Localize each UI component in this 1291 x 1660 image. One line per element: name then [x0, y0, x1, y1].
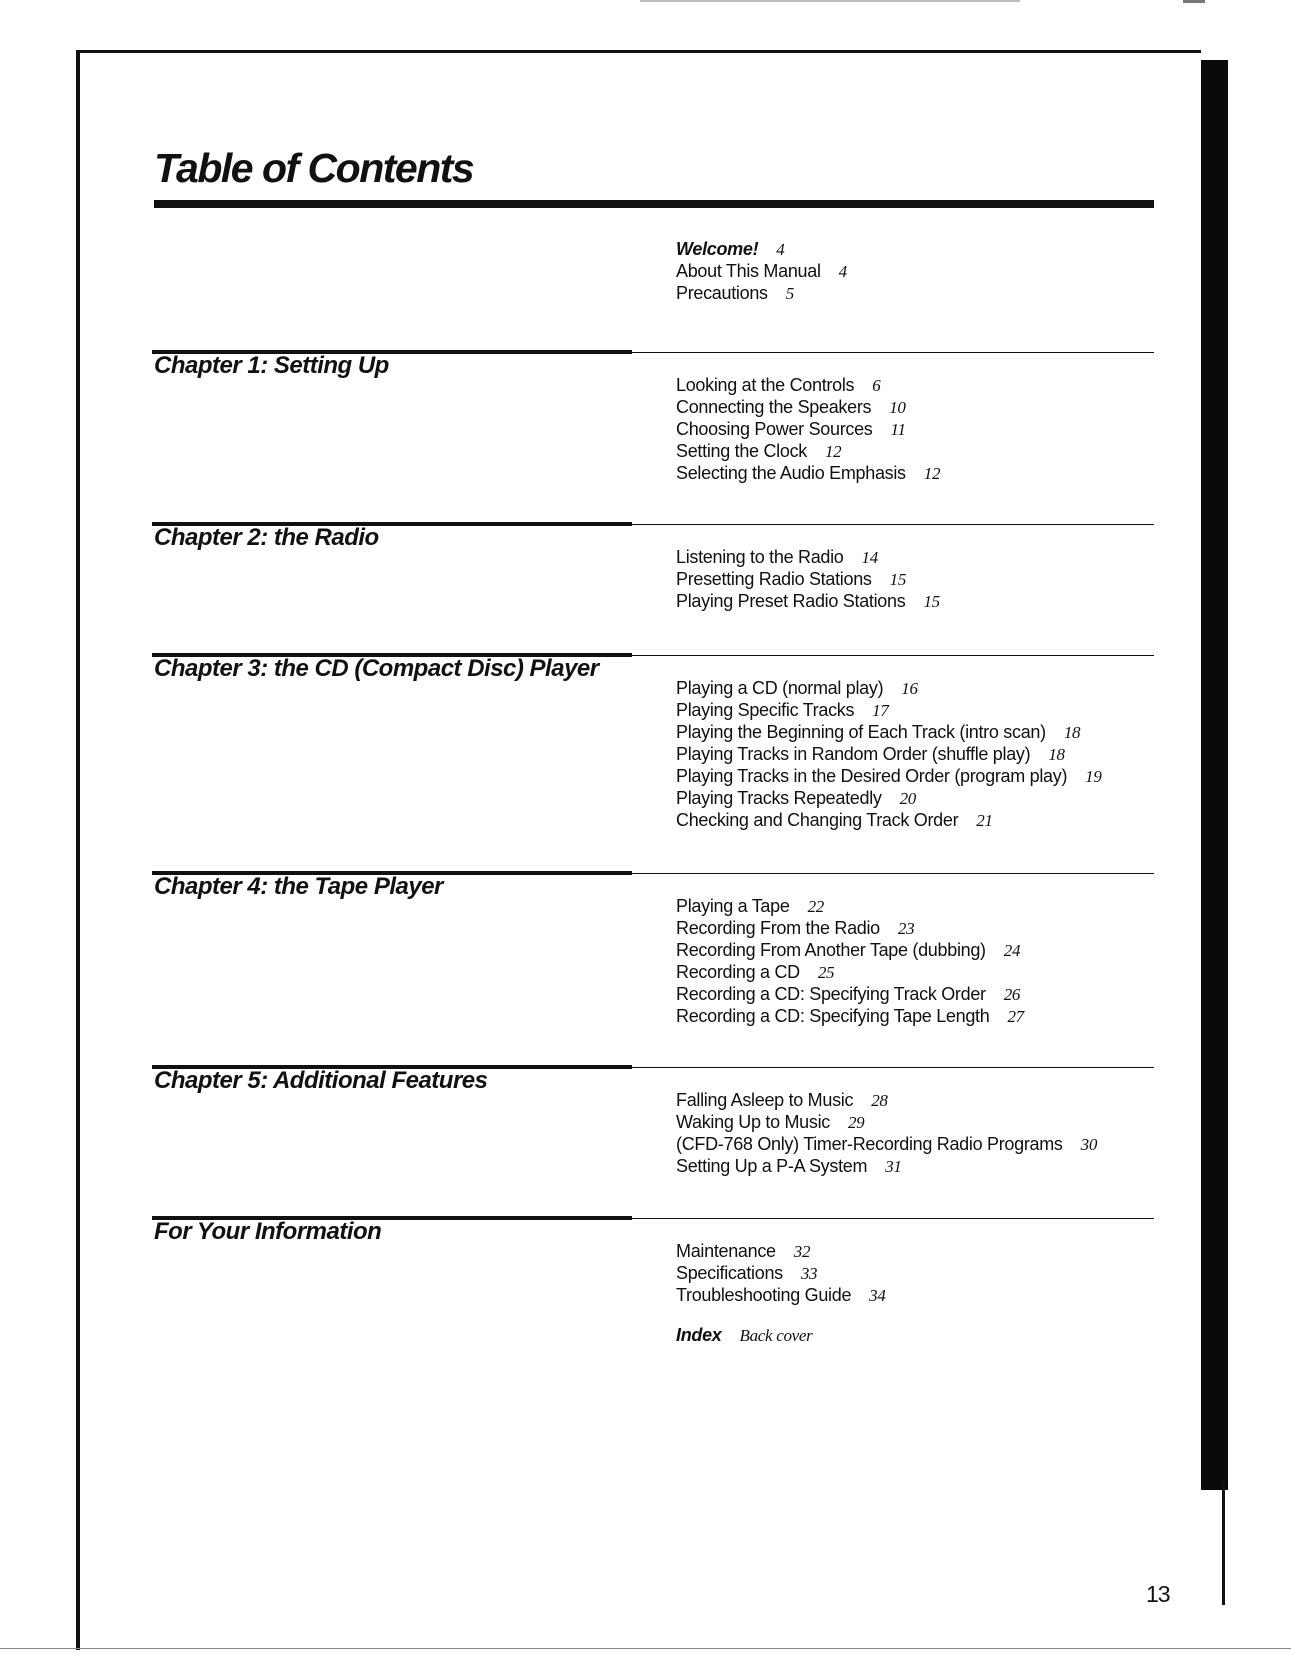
toc-entry-page: 6 [872, 376, 881, 395]
toc-entry-page: 18 [1063, 723, 1081, 742]
toc-entry-label: Playing a CD (normal play) [676, 678, 884, 698]
toc-entry-list [676, 677, 1102, 831]
section-rule [632, 524, 1154, 525]
toc-entry[interactable] [676, 1133, 1097, 1155]
toc-entry-page: 34 [869, 1286, 886, 1305]
section-rule [632, 655, 1154, 656]
toc-entry[interactable] [676, 1005, 1024, 1027]
toc-entry-label: Specifications [676, 1263, 783, 1283]
toc-entry-label: Setting Up a P-A System [676, 1156, 868, 1176]
toc-entry-page: 20 [899, 789, 917, 808]
toc-entry-label: About This Manual [676, 261, 821, 281]
chapter-heading: Chapter 2: the Radio [154, 524, 379, 551]
toc-entry-page: 22 [807, 897, 824, 916]
toc-entry[interactable] [676, 260, 847, 282]
toc-entry[interactable] [676, 1262, 886, 1284]
toc-entry[interactable] [676, 895, 1024, 917]
toc-entry-list [676, 1240, 886, 1306]
toc-entry-label: Playing Preset Radio Stations [676, 591, 906, 611]
toc-entry-label: Recording a CD: Specifying Tape Length [676, 1006, 990, 1026]
toc-entry[interactable] [676, 1240, 886, 1262]
toc-entry-page: 10 [889, 398, 906, 417]
toc-entry-index[interactable] [676, 1324, 813, 1346]
toc-entry[interactable] [676, 462, 940, 484]
toc-entry-page: 4 [776, 240, 785, 259]
chapter-heading: For Your Information [154, 1218, 382, 1245]
toc-entry-label: Maintenance [676, 1241, 776, 1261]
toc-entry-page: 12 [824, 442, 842, 461]
toc-entry[interactable] [676, 374, 940, 396]
toc-entry[interactable] [676, 917, 1024, 939]
toc-entry-label: Recording From Another Tape (dubbing) [676, 940, 986, 960]
toc-entry-page: 25 [817, 963, 835, 982]
section-rule [632, 352, 1154, 353]
page-border-bottom [0, 1648, 1291, 1649]
page-edge-bar [1201, 60, 1228, 1490]
toc-entry-page: 27 [1007, 1007, 1024, 1026]
toc-entry[interactable] [676, 1111, 1097, 1133]
toc-entry-page: 31 [885, 1157, 902, 1176]
toc-entry-page: 32 [793, 1242, 811, 1261]
toc-entry-label: Playing Specific Tracks [676, 700, 855, 720]
toc-entry-page: 15 [889, 570, 907, 589]
toc-entry-label: Checking and Changing Track Order [676, 810, 959, 830]
toc-entry-page: 24 [1003, 941, 1021, 960]
toc-entry-page: 16 [901, 679, 918, 698]
toc-entry[interactable] [676, 765, 1102, 787]
toc-entry-label: Playing Tracks Repeatedly [676, 788, 882, 808]
chapter-heading: Chapter 5: Additional Features [154, 1067, 488, 1094]
chapter-heading: Chapter 4: the Tape Player [154, 873, 443, 900]
toc-entry[interactable] [676, 787, 1102, 809]
toc-entry-page: 12 [923, 464, 941, 483]
toc-entry[interactable] [676, 1155, 1097, 1177]
toc-entry-page: 33 [800, 1264, 818, 1283]
toc-entry[interactable] [676, 677, 1102, 699]
toc-entry-list [676, 374, 940, 484]
page-border-top [76, 50, 1201, 53]
toc-entry-label: Playing Tracks in Random Order (shuffle play) [676, 744, 1031, 764]
toc-entry-page: 29 [847, 1113, 865, 1132]
toc-entry-page: 26 [1003, 985, 1021, 1004]
toc-entry-label: Setting the Clock [676, 441, 807, 461]
page-number: 13 [1146, 1581, 1170, 1607]
toc-entry[interactable] [676, 440, 940, 462]
toc-entry-page: 17 [872, 701, 889, 720]
toc-entry-label: Listening to the Radio [676, 547, 844, 567]
toc-entry-page: 4 [838, 262, 847, 281]
toc-entry-label: (CFD-768 Only) Timer-Recording Radio Programs [676, 1134, 1063, 1154]
toc-entry-label: Playing Tracks in the Desired Order (program play) [676, 766, 1068, 786]
toc-entry-page: 14 [861, 548, 878, 567]
toc-entry[interactable] [676, 1089, 1097, 1111]
toc-entry-page: 23 [897, 919, 915, 938]
toc-entry-page: 19 [1085, 767, 1102, 786]
scan-mark-top-right [1183, 0, 1205, 3]
toc-entry[interactable] [676, 568, 940, 590]
section-rule [632, 1218, 1154, 1219]
toc-entry-page: 15 [923, 592, 940, 611]
toc-entry-label: Recording a CD [676, 962, 800, 982]
toc-entry[interactable] [676, 939, 1024, 961]
toc-entry-label: Falling Asleep to Music [676, 1090, 854, 1110]
toc-entry-list [676, 895, 1024, 1027]
toc-index-list [676, 1324, 813, 1346]
toc-entry[interactable] [676, 546, 940, 568]
toc-entry-label: Waking Up to Music [676, 1112, 830, 1132]
toc-entry-label: Recording a CD: Specifying Track Order [676, 984, 986, 1004]
toc-entry[interactable] [676, 721, 1102, 743]
toc-entry-list [676, 546, 940, 612]
toc-entry-list [676, 238, 847, 304]
page-border-right [1222, 1480, 1225, 1605]
toc-entry-page: 30 [1080, 1135, 1098, 1154]
title-rule [154, 200, 1154, 208]
scan-artifact-top [640, 0, 1020, 2]
toc-entry-label: Looking at the Controls [676, 375, 855, 395]
toc-entry[interactable] [676, 238, 847, 260]
page-title: Table of Contents [154, 145, 474, 191]
toc-entry-label: Playing a Tape [676, 896, 790, 916]
toc-entry-label: Choosing Power Sources [676, 419, 873, 439]
toc-entry-page: 28 [871, 1091, 888, 1110]
toc-entry-page: 5 [785, 284, 794, 303]
toc-entry[interactable] [676, 809, 1102, 831]
toc-entry-label: Connecting the Speakers [676, 397, 872, 417]
toc-entry-page: 11 [890, 420, 906, 439]
toc-entry-label: Selecting the Audio Emphasis [676, 463, 906, 483]
toc-entry-label: Index [676, 1325, 722, 1345]
toc-entry[interactable] [676, 418, 940, 440]
page-border-left [76, 50, 80, 1650]
chapter-heading: Chapter 1: Setting Up [154, 352, 389, 379]
toc-entry-page: Back cover [739, 1326, 813, 1345]
toc-entry[interactable] [676, 983, 1024, 1005]
toc-entry-label: Precautions [676, 283, 768, 303]
toc-entry[interactable] [676, 699, 1102, 721]
toc-entry-label: Presetting Radio Stations [676, 569, 872, 589]
chapter-heading: Chapter 3: the CD (Compact Disc) Player [154, 655, 599, 682]
toc-entry-label: Playing the Beginning of Each Track (intro scan) [676, 722, 1046, 742]
toc-entry-label: Welcome! [676, 239, 759, 259]
section-rule [632, 873, 1154, 874]
toc-entry-page: 18 [1048, 745, 1065, 764]
toc-entry-page: 21 [976, 811, 993, 830]
toc-entry[interactable] [676, 961, 1024, 983]
toc-entry[interactable] [676, 396, 940, 418]
section-rule [632, 1067, 1154, 1068]
toc-entry-label: Troubleshooting Guide [676, 1285, 852, 1305]
toc-entry-list [676, 1089, 1097, 1177]
toc-entry[interactable] [676, 282, 847, 304]
toc-entry[interactable] [676, 1284, 886, 1306]
toc-entry[interactable] [676, 590, 940, 612]
toc-entry[interactable] [676, 743, 1102, 765]
toc-entry-label: Recording From the Radio [676, 918, 880, 938]
